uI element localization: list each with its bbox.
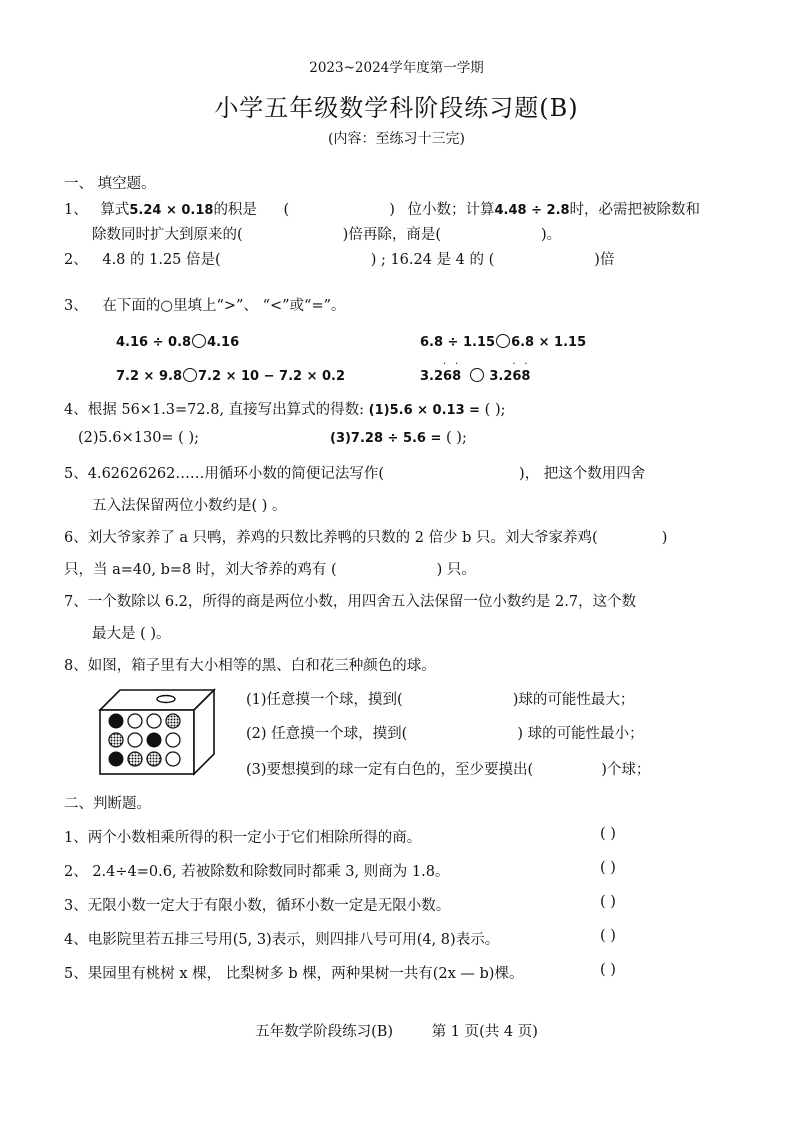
q7-num: 7、 (64, 594, 88, 610)
q3-e2a: 6.8 ÷ 1.15 (420, 335, 496, 350)
compare-circle[interactable] (496, 334, 510, 348)
q8-s2a: (2) 任意摸一个球，摸到( (246, 726, 408, 742)
q3-expr4: 3.268 · · 3.268 · · (420, 359, 531, 384)
q5-line1 (64, 462, 645, 483)
q6-line2 (64, 558, 476, 579)
q3-text: 在下面的○里填上“>”、 “<”或“=”。 (102, 298, 346, 314)
q4-text-a: 根据 56×1.3=72.8, 直接写出算式的得数: (87, 402, 365, 418)
q6-num: 6、 (64, 530, 88, 546)
q7-text-a: 一个数除以 6.2，所得的商是两位小数，用四舍五入法保留一位小数约是 2.7，这个数 (87, 594, 637, 610)
q2-line (64, 248, 614, 269)
q8-s1b: )球的可能性最大； (512, 692, 635, 708)
q8-sub2 (246, 722, 644, 743)
semester-label: 2023~2024学年度第一学期 (309, 60, 484, 76)
page-title: 小学五年级数学科阶段练习题(B) (214, 94, 579, 122)
page-subtitle: (内容：至练习十三完) (328, 131, 465, 147)
ball-box-illustration (98, 688, 216, 776)
section1-heading: 一、 填空题。 (64, 176, 156, 192)
judge-item-5: 5、果园里有桃树 x 棵， 比梨树多 b 棵，两种果树一共有(2x — b)棵。 (64, 966, 524, 982)
q1-line1: 1、 算式5.24 × 0.18的积是 ( ) 位小数；计算4.48 ÷ 2.8时，必需把被除数和 (64, 202, 701, 218)
q1-num: 1、 (64, 202, 88, 218)
q5-text-a: 4.62626262……用循环小数的简便记法写作( (87, 466, 385, 482)
q3-expr1 (116, 334, 239, 350)
compare-circle[interactable] (470, 368, 484, 382)
q4-line2b (330, 430, 467, 446)
section2-heading: 二、判断题。 (64, 796, 151, 812)
q2-text-c: )倍 (594, 252, 615, 268)
judge-item-4: 4、电影院里若五排三号用(5, 3)表示，则四排八号可用(4, 8)表示。 (64, 932, 500, 948)
q4-p3: (3)7.28 ÷ 5.6 = (330, 431, 442, 446)
q1-line2a: 除数同时扩大到原来的( (92, 227, 243, 243)
q8-s3a: (3)要想摸到的球一定有白色的，至少要摸出( (246, 762, 534, 778)
q1-text-d: 时，必需把被除数和 (569, 202, 701, 218)
q1-text-c: 位小数；计算 (407, 202, 495, 218)
q1-line2 (92, 223, 561, 244)
q3-expr3 (116, 368, 345, 384)
footer-left: 五年数学阶段练习(B) (255, 1024, 394, 1040)
q4-p3b: ( ); (446, 430, 467, 446)
q2-num: 2、 (64, 252, 88, 268)
compare-circle[interactable] (183, 368, 197, 382)
q7-line2: 最大是 ( )。 (92, 626, 171, 642)
q4-line2 (78, 430, 199, 446)
q3-e1b: 4.16 (207, 335, 240, 350)
q4-num: 4、 (64, 402, 88, 418)
q4-p2: (2)5.6×130= ( ); (78, 430, 199, 446)
q3-e4b: 3.268 (489, 369, 531, 384)
q3-e3b: 7.2 × 10 − 7.2 × 0.2 (198, 369, 346, 384)
footer-page: 第 1 页(共 4 页) (431, 1024, 538, 1040)
judge-answer-2[interactable]: ( ) (600, 860, 616, 876)
q6-text-b: ) (661, 530, 668, 546)
q4-p1b: ( ); (484, 402, 506, 418)
q6-line2b: ) 只。 (436, 562, 476, 578)
q8-sub1 (246, 688, 634, 709)
judge-item-2: 2、 2.4÷4=0.6, 若被除数和除数同时都乘 3, 则商为 1.8。 (64, 864, 450, 880)
q4-line1 (64, 398, 505, 419)
q6-text-a: 刘大爷家养了 a 只鸭，养鸡的只数比养鸭的只数的 2 倍少 b 只。刘大爷家养鸡( (87, 530, 598, 546)
page-footer (0, 1020, 793, 1041)
q8-num: 8、 (64, 658, 88, 674)
judge-item-3: 3、无限小数一定大于有限小数，循环小数一定是无限小数。 (64, 898, 451, 914)
q2-text-b: ) ; 16.24 是 4 的 ( (370, 252, 495, 268)
q3-e3a: 7.2 × 9.8 (116, 369, 183, 384)
q8-s3b: )个球； (601, 762, 651, 778)
q1-line2b: )倍再除，商是( (342, 227, 441, 243)
q4-p1: (1)5.6 × 0.13 = (368, 403, 481, 418)
q7-line1 (64, 590, 636, 611)
q3-line (64, 294, 346, 315)
q8-text-a: 如图，箱子里有大小相等的黑、白和花三种颜色的球。 (87, 658, 436, 674)
judge-answer-5[interactable]: ( ) (600, 962, 616, 978)
q1-expr1: 5.24 × 0.18 (129, 203, 214, 218)
q8-s1a: (1)任意摸一个球，摸到( (246, 692, 403, 708)
q8-s2b: ) 球的可能性最小； (517, 726, 644, 742)
q5-num: 5、 (64, 466, 88, 482)
compare-circle[interactable] (192, 334, 206, 348)
q5-text-b: )， 把这个数用四舍 (519, 466, 646, 482)
judge-answer-1[interactable]: ( ) (600, 826, 616, 842)
q2-text-a: 4.8 的 1.25 倍是( (102, 252, 221, 268)
q6-line2a: 只，当 a=40, b=8 时，刘大爷养的鸡有 ( (64, 562, 337, 578)
q8-line1 (64, 654, 436, 675)
judge-answer-4[interactable]: ( ) (600, 928, 616, 944)
q8-sub3 (246, 758, 650, 779)
q1-text-b: 的积是 (213, 202, 257, 218)
q3-expr2 (420, 334, 586, 350)
q3-e4a: 3.268 (420, 369, 462, 384)
judge-answer-3[interactable]: ( ) (600, 894, 616, 910)
judge-item-1: 1、两个小数相乘所得的积一定小于它们相除所得的商。 (64, 830, 422, 846)
q3-e2b: 6.8 × 1.15 (511, 335, 587, 350)
q5-line2: 五入法保留两位小数约是( ) 。 (92, 498, 287, 514)
q3-num: 3、 (64, 298, 88, 314)
q1-expr2: 4.48 ÷ 2.8 (494, 203, 570, 218)
q1-text-a: 算式 (100, 202, 130, 218)
q6-line1 (64, 526, 667, 547)
q1-line2c: )。 (540, 227, 562, 243)
q3-e1a: 4.16 ÷ 0.8 (116, 335, 192, 350)
